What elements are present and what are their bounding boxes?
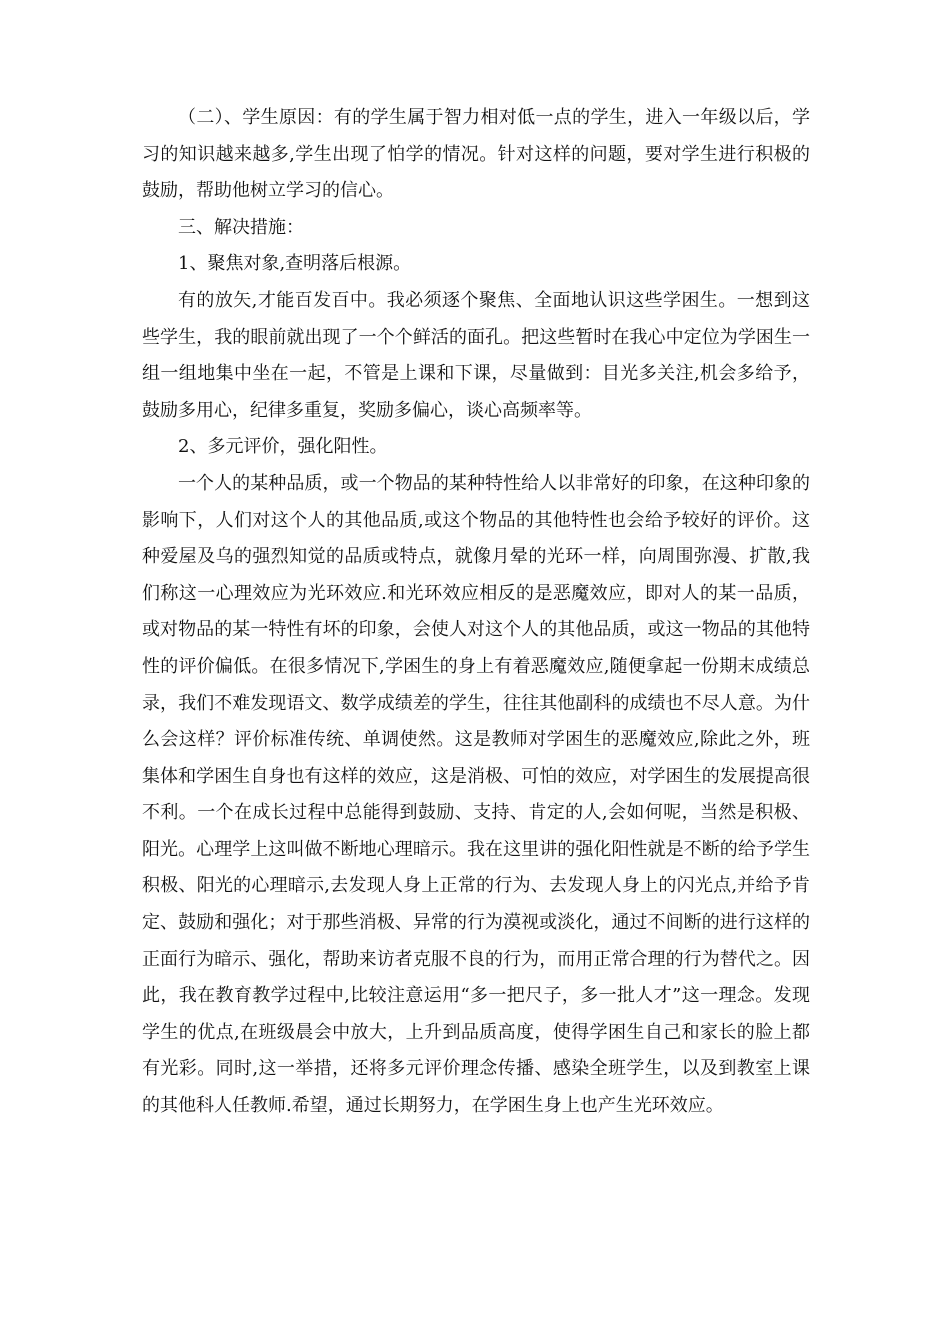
subheading-focus-targets: 1、聚焦对象,查明落后根源。 bbox=[178, 253, 412, 275]
paragraph-focus-targets: 有的放矢,才能百发百中。我必须逐个聚焦、全面地认识这些学困生。一想到这些学生，我的眼前就出现了一个个鲜活的面孔。把这些暂时在我心中定位为学困生一组一组地集中坐在一起，不管是上课和下课，尽量做到：目光多关注,机会多给予，鼓励多用心，纪律多重复，奖励多偏心，谈心高频率等。 bbox=[142, 289, 810, 421]
subheading-multi-evaluation: 2、多元评价，强化阳性。 bbox=[178, 436, 388, 458]
document-body bbox=[142, 100, 810, 1125]
heading-solutions: 三、解决措施： bbox=[178, 216, 304, 238]
paragraph-student-reasons: （二）、学生原因：有的学生属于智力相对低一点的学生，进入一年级以后，学习的知识越来越多,学生出现了怕学的情况。针对这样的问题，要对学生进行积极的鼓励，帮助他树立学习的信心。 bbox=[142, 107, 810, 202]
paragraph-halo-effect: 一个人的某种品质，或一个物品的某种特性给人以非常好的印象，在这种印象的影响下，人们对这个人的其他品质,或这个物品的其他特性也会给予较好的评价。这种爱屋及乌的强烈知觉的品质或特点，就像月晕的光环一样，向周围弥漫、扩散,我们称这一心理效应为光环效应.和光环效应相反的是恶魔效应，即对人的某一品质，或对物品的某一特性有坏的印象，会使人对这个人的其他品质，或这一物品的其他特性的评价偏低。在很多情况下,学困生的身上有着恶魔效应,随便拿起一份期末成绩总录，我们不难发现语文、数学成绩差的学生，往往其他副科的成绩也不尽人意。为什么会这样？评价标准传统、单调使然。这是教师对学困生的恶魔效应,除此之外，班集体和学困生自身也有这样的效应，这是消极、可怕的效应，对学困生的发展提高很不利。一个在成长过程中总能得到鼓励、支持、肯定的人,会如何呢，当然是积极、阳光。心理学上这叫做不断地心理暗示。我在这里讲的强化阳性就是不断的给予学生积极、阳光的心理暗示,去发现人身上正常的行为、去发现人身上的闪光点,并给予肯定、鼓励和强化；对于那些消极、异常的行为漠视或淡化，通过不间断的进行这样的正面行为暗示、强化，帮助来访者克服不良的行为，而用正常合理的行为替代之。因此，我在教育教学过程中,比较注意运用“多一把尺子，多一批人才”这一理念。发现学生的优点,在班级晨会中放大，上升到品质高度，使得学困生自己和家长的脸上都有光彩。同时,这一举措，还将多元评价理念传播、感染全班学生，以及到教室上课的其他科人任教师.希望，通过长期努力，在学困生身上也产生光环效应。 bbox=[142, 472, 810, 1117]
